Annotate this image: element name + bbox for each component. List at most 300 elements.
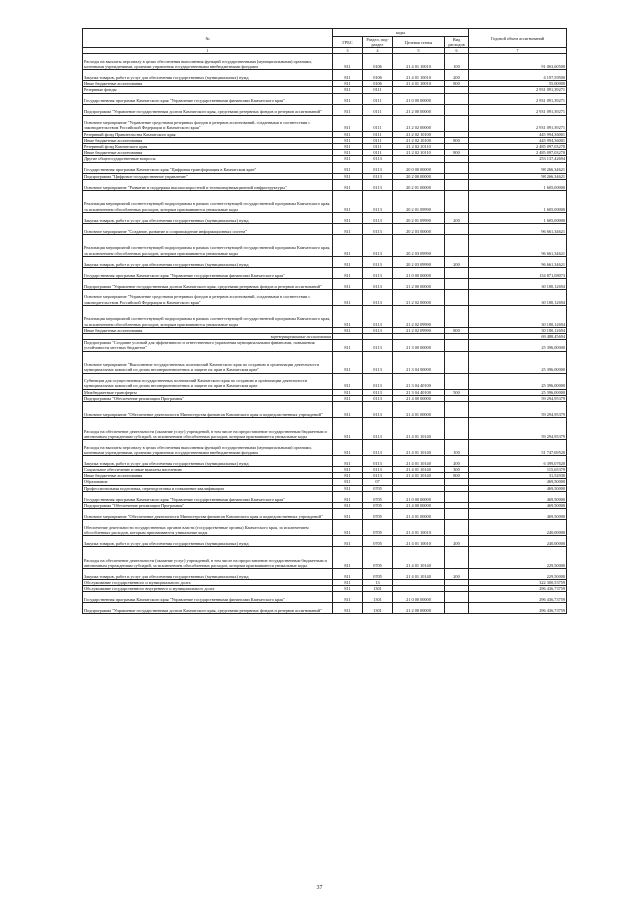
col-number: 6 xyxy=(445,48,469,54)
row-amount: 30 180,12694 xyxy=(469,278,567,289)
row-exptype: 200 xyxy=(445,256,469,267)
row-exptype xyxy=(445,373,469,389)
row-name: Расходы на обеспечение деятельности (оказание услуг) учреждений, в том числе на предоставление государственным бюджетным и автономным учреждениям субсидий, за исключением обособленных расходов, которым присваиваются уникальные коды xyxy=(83,418,333,440)
row-exptype xyxy=(445,93,469,104)
row-amount: 96 661,34621 xyxy=(469,234,567,256)
row-name: Основное мероприятие "Управление средствами резервных фондов и резервов ассигнований, созданными в соответствии с законодательством Российской Федерации и Камчатского края" xyxy=(83,289,333,305)
table-row xyxy=(83,267,567,278)
row-grbs: 811 xyxy=(333,502,363,508)
row-target: 21 3 04 40100 xyxy=(393,389,445,395)
header-grbs: ГРБС xyxy=(333,37,363,48)
row-exptype xyxy=(445,520,469,536)
row-name: Обеспечение деятельности государственных органов власти (государственные органы) Камчатского края, за исключением обособленных расходов, которым присваиваются уникальные коды xyxy=(83,520,333,536)
row-target: 20 2 01 09990 xyxy=(393,212,445,223)
row-amount: 469,50000 xyxy=(469,509,567,520)
table-row xyxy=(83,289,567,305)
row-amount: 98 266,34621 xyxy=(469,162,567,173)
header-codes: коды xyxy=(333,29,469,37)
row-target: 21 4 00 00000 xyxy=(393,395,445,401)
row-amount: 240,00000 xyxy=(469,536,567,547)
row-exptype: 300 xyxy=(445,467,469,473)
row-grbs: 811 xyxy=(333,278,363,289)
row-section: 0113 xyxy=(363,223,393,234)
row-section: 0111 xyxy=(363,144,393,150)
table-header xyxy=(83,29,567,54)
row-target: 21 4 01 10140 xyxy=(393,418,445,440)
row-section: 0113 xyxy=(363,179,393,190)
row-amount: 2 485 097,03270 xyxy=(469,144,567,150)
table-row xyxy=(83,115,567,131)
row-grbs: 811 xyxy=(333,70,363,81)
row-target: 21 0 00 00000 xyxy=(393,267,445,278)
row-name: Социальное обеспечение и иные выплаты населению xyxy=(83,467,333,473)
row-section: 0113 xyxy=(363,267,393,278)
row-target: 21 4 01 10010 xyxy=(393,520,445,536)
row-target: 21 2 00 00000 xyxy=(393,104,445,115)
row-grbs: 811 xyxy=(333,93,363,104)
row-section: 0113 xyxy=(363,418,393,440)
col-number: 1 xyxy=(83,48,333,54)
row-amount: 59 294,95379 xyxy=(469,418,567,440)
row-exptype xyxy=(445,509,469,520)
row-name: Закупка товаров, работ и услуг для обеспечения государственных (муниципальных) нужд xyxy=(83,256,333,267)
row-grbs: 811 xyxy=(333,115,363,131)
row-section: 0705 xyxy=(363,502,393,508)
row-grbs: 811 xyxy=(333,402,363,418)
row-grbs: 811 xyxy=(333,509,363,520)
row-target: 21 4 01 10010 xyxy=(393,54,445,70)
row-grbs: 811 xyxy=(333,485,363,491)
row-section: 0111 xyxy=(363,115,393,131)
table-row xyxy=(83,190,567,212)
table-row xyxy=(83,212,567,223)
row-grbs: 811 xyxy=(333,479,363,485)
row-target: 21 3 00 00000 xyxy=(393,340,445,351)
row-name: Другие общегосударственные вопросы xyxy=(83,156,333,162)
row-grbs: 811 xyxy=(333,54,363,70)
row-name: Реализация мероприятий соответствующей подпрограммы в рамках соответствующей государственной программы Камчатского края, за исключением обособленных расходов, которым присваиваются уникальные коды xyxy=(83,305,333,327)
row-grbs: 811 xyxy=(333,586,363,592)
row-amount: 1 605,00000 xyxy=(469,179,567,190)
row-exptype: 800 xyxy=(445,327,469,333)
row-name: Закупка товаров, работ и услуг для обеспечения государственных (муниципальных) нужд xyxy=(83,569,333,580)
row-amount: 91 063,60500 xyxy=(469,54,567,70)
row-exptype xyxy=(445,351,469,373)
row-grbs: 811 xyxy=(333,156,363,162)
row-target: 21 4 01 10010 xyxy=(393,536,445,547)
row-target: 21 3 04 00000 xyxy=(393,351,445,373)
row-name: Подпрограмма "Обеспечение реализации Программы" xyxy=(83,395,333,401)
row-grbs: 811 xyxy=(333,592,363,603)
row-amount: 2 931 091,39271 xyxy=(469,104,567,115)
row-section: 0113 xyxy=(363,402,393,418)
row-grbs: 811 xyxy=(333,547,363,569)
row-section: 0705 xyxy=(363,485,393,491)
row-section: 0111 xyxy=(363,137,393,143)
row-target: 21 4 01 10140 xyxy=(393,440,445,456)
row-amount: 30 180,12694 xyxy=(469,289,567,305)
row-amount: 51 747,69520 xyxy=(469,440,567,456)
row-target: 21 2 02 10100 xyxy=(393,137,445,143)
row-section: 1301 xyxy=(363,592,393,603)
row-amount: 25 396,00000 xyxy=(469,389,567,395)
row-grbs: 811 xyxy=(333,162,363,173)
row-amount: 296 436,73759 xyxy=(469,603,567,614)
row-name: Реализация мероприятий соответствующей подпрограммы в рамках соответствующей государственной программы Камчатского края, за исключением обособленных расходов, которым присваиваются уникальные коды xyxy=(83,190,333,212)
row-amount: 59 294,95379 xyxy=(469,402,567,418)
row-grbs: 811 xyxy=(333,491,363,502)
row-target: 21 2 02 00000 xyxy=(393,115,445,131)
header-target: Целевая статья xyxy=(393,37,445,48)
row-name: Подпрограмма "Обеспечение реализации Программы" xyxy=(83,502,333,508)
row-exptype xyxy=(445,603,469,614)
row-section: 0113 xyxy=(363,467,393,473)
row-exptype xyxy=(445,491,469,502)
row-grbs: 811 xyxy=(333,223,363,234)
row-section: 0113 xyxy=(363,327,393,333)
row-target: 21 4 01 10140 xyxy=(393,473,445,479)
row-grbs: 811 xyxy=(333,467,363,473)
row-target: 21 4 01 00000 xyxy=(393,402,445,418)
row-grbs: 811 xyxy=(333,267,363,278)
row-grbs: 811 xyxy=(333,305,363,327)
row-section: 0106 xyxy=(363,70,393,81)
row-exptype xyxy=(445,190,469,212)
table-row xyxy=(83,592,567,603)
row-name: Закупка товаров, работ и услуг для обеспечения государственных (муниципальных) нужд xyxy=(83,212,333,223)
row-target: 21 4 01 10140 xyxy=(393,547,445,569)
row-grbs: 811 xyxy=(333,473,363,479)
row-amount: 469,50000 xyxy=(469,479,567,485)
header-exptype: Вид расходов xyxy=(445,37,469,48)
row-section: 0113 xyxy=(363,305,393,327)
row-target: 21 4 01 00000 xyxy=(393,509,445,520)
row-section: 0113 xyxy=(363,234,393,256)
row-grbs: 811 xyxy=(333,150,363,156)
row-grbs: 811 xyxy=(333,536,363,547)
row-name: Иные бюджетные ассигнования xyxy=(83,137,333,143)
row-amount: 25 396,00000 xyxy=(469,373,567,389)
row-amount: 229,50000 xyxy=(469,547,567,569)
row-target: 21 2 02 09990 xyxy=(393,327,445,333)
row-exptype xyxy=(445,234,469,256)
row-grbs: 811 xyxy=(333,340,363,351)
row-grbs: 811 xyxy=(333,137,363,143)
row-grbs: 811 xyxy=(333,569,363,580)
row-exptype xyxy=(445,104,469,115)
row-name: Основное мероприятие "Обеспечение деятельности Министерства финансов Камчатского края и подведомственных учреждений" xyxy=(83,402,333,418)
row-grbs: 811 xyxy=(333,144,363,150)
row-name: Подпрограмма "Управление государственным долгом Камчатского края, средствами резервных фондов и резервов ассигнований" xyxy=(83,603,333,614)
row-amount: 59 294,95379 xyxy=(469,395,567,401)
row-amount: 98 266,34621 xyxy=(469,173,567,179)
row-section: 13 xyxy=(363,580,393,586)
row-target: 21 2 02 09990 xyxy=(393,305,445,327)
row-amount: 445 994,36001 xyxy=(469,131,567,137)
row-amount: 25 396,00000 xyxy=(469,340,567,351)
row-section: 0705 xyxy=(363,569,393,580)
row-grbs: 811 xyxy=(333,418,363,440)
row-name: Резервные фонды xyxy=(83,87,333,93)
row-amount: 2 931 091,39271 xyxy=(469,93,567,104)
row-name: Государственная программа Камчатского края "Управление государственными финансами Камчатского края" xyxy=(83,93,333,104)
row-grbs: 811 xyxy=(333,131,363,137)
row-exptype xyxy=(445,547,469,569)
row-target: 20 2 01 00000 xyxy=(393,179,445,190)
row-section: 0113 xyxy=(363,173,393,179)
row-name: Реализация мероприятий соответствующей подпрограммы в рамках соответствующей государственной программы Камчатского края, за исключением обособленных расходов, которым присваиваются уникальные коды xyxy=(83,234,333,256)
row-exptype: 200 xyxy=(445,456,469,467)
table-row xyxy=(83,234,567,256)
row-section: 0111 xyxy=(363,104,393,115)
row-section: 0111 xyxy=(363,87,393,93)
row-name: Обслуживание государственного внутреннего и муниципального долга xyxy=(83,586,333,592)
row-target: 21 2 02 00000 xyxy=(393,289,445,305)
row-name: Расходы на выплаты персоналу в целях обеспечения выполнения функций государственными (муниципальными) органами, казенными учреждениями, органами управления государственными внебюджетными фондами xyxy=(83,54,333,70)
row-exptype: 100 xyxy=(445,54,469,70)
row-exptype xyxy=(445,340,469,351)
row-section: 0113 xyxy=(363,156,393,162)
table-row xyxy=(83,179,567,190)
row-name: Резервный фонд Правительства Камчатского края xyxy=(83,131,333,137)
table-row xyxy=(83,418,567,440)
row-section: 0106 xyxy=(363,54,393,70)
row-name: Расходы на обеспечение деятельности (оказание услуг) учреждений, в том числе на предоставление государственным бюджетным и автономным учреждениям субсидий, за исключением обособленных расходов, которым присваиваются уникальные коды xyxy=(83,547,333,569)
row-target: 21 2 02 10100 xyxy=(393,131,445,137)
col-number: 7 xyxy=(469,48,567,54)
row-section: 0111 xyxy=(363,150,393,156)
table-row xyxy=(83,256,567,267)
row-amount: 1 605,00000 xyxy=(469,190,567,212)
budget-table xyxy=(82,28,567,614)
row-section: 0113 xyxy=(363,278,393,289)
col-number: 5 xyxy=(393,48,445,54)
row-amount: 55,00000 xyxy=(469,81,567,87)
row-target: 21 2 02 10110 xyxy=(393,150,445,156)
row-exptype xyxy=(445,162,469,173)
row-name: Субвенции для осуществления государственных полномочий Камчатского края по созданию и организации деятельности муниципальных комиссий по делам несовершеннолетних и защите их прав в Камчатском крае xyxy=(83,373,333,389)
row-target: 21 4 01 10140 xyxy=(393,456,445,467)
row-grbs: 811 xyxy=(333,395,363,401)
row-name: Государственная программа Камчатского края "Управление государственными финансами Камчатского края" xyxy=(83,267,333,278)
row-exptype xyxy=(445,223,469,234)
row-grbs: 811 xyxy=(333,580,363,586)
table-row xyxy=(83,70,567,81)
table-row xyxy=(83,440,567,456)
table-body xyxy=(83,54,567,614)
row-name: Профессиональная подготовка, переподготовка и повышение квалификации xyxy=(83,485,333,491)
row-target: 21 0 00 00000 xyxy=(393,592,445,603)
row-section: 0113 xyxy=(363,340,393,351)
row-exptype xyxy=(445,289,469,305)
row-target: 20 2 03 09990 xyxy=(393,234,445,256)
row-amount: 469,50000 xyxy=(469,491,567,502)
row-section: 0106 xyxy=(363,81,393,87)
row-exptype: 800 xyxy=(445,81,469,87)
row-section: 0113 xyxy=(363,473,393,479)
row-target: 20 2 01 09990 xyxy=(393,190,445,212)
row-section: 0111 xyxy=(363,131,393,137)
table-row xyxy=(83,603,567,614)
row-section: 0113 xyxy=(363,373,393,389)
row-name: Закупка товаров, работ и услуг для обеспечения государственных (муниципальных) нужд xyxy=(83,456,333,467)
row-exptype xyxy=(445,592,469,603)
row-exptype xyxy=(445,418,469,440)
row-name: Иные бюджетные ассигнования xyxy=(83,81,333,87)
row-section: 0705 xyxy=(363,509,393,520)
row-name: Резервный фонд Камчатского края xyxy=(83,144,333,150)
row-amount: 96 661,34621 xyxy=(469,223,567,234)
table-row xyxy=(83,54,567,70)
row-name: Подпрограмма "Управление государственным долгом Камчатского края, средствами резервных фондов и резервов ассигнований" xyxy=(83,104,333,115)
row-name: Основное мероприятие "Обеспечение деятельности Министерства финансов Камчатского края и подведомственных учреждений" xyxy=(83,509,333,520)
row-amount: 322 300,53759 xyxy=(469,580,567,586)
row-section: 0705 xyxy=(363,520,393,536)
row-name: Подпрограмма "Цифровое государственное управление" xyxy=(83,173,333,179)
row-grbs: 811 xyxy=(333,289,363,305)
row-exptype xyxy=(445,267,469,278)
row-name: Межбюджетные трансферты xyxy=(83,389,333,395)
table-row xyxy=(83,402,567,418)
row-amount: 229,50000 xyxy=(469,569,567,580)
table-row xyxy=(83,278,567,289)
row-name: Основное мероприятие "Развитие и поддержка высокоскоростной и телекоммуникационной инфраструктуры" xyxy=(83,179,333,190)
table-row xyxy=(83,93,567,104)
col-number: 3 xyxy=(333,48,363,54)
row-target: 21 4 01 10140 xyxy=(393,569,445,580)
row-grbs: 811 xyxy=(333,212,363,223)
row-exptype xyxy=(445,115,469,131)
row-section: 0705 xyxy=(363,547,393,569)
row-target: 21 4 01 10010 xyxy=(393,70,445,81)
row-target: 20 2 00 00000 xyxy=(393,173,445,179)
table-row xyxy=(83,340,567,351)
row-section: 0113 xyxy=(363,440,393,456)
row-grbs: 811 xyxy=(333,389,363,395)
row-grbs: 811 xyxy=(333,104,363,115)
row-amount: 31,52930 xyxy=(469,473,567,479)
row-target: 21 4 00 00000 xyxy=(393,502,445,508)
page-number: 37 xyxy=(316,885,323,891)
row-amount: 296 436,73759 xyxy=(469,592,567,603)
row-amount: 240,00000 xyxy=(469,520,567,536)
row-section: 0111 xyxy=(363,93,393,104)
table-row xyxy=(83,509,567,520)
row-amount: 4 197,59500 xyxy=(469,70,567,81)
table-row xyxy=(83,104,567,115)
row-section: 0113 xyxy=(363,190,393,212)
row-amount: 25 396,00000 xyxy=(469,351,567,373)
row-target: 21 4 01 10140 xyxy=(393,467,445,473)
table-row xyxy=(83,491,567,502)
row-exptype xyxy=(445,179,469,190)
row-amount: 30 180,12694 xyxy=(469,327,567,333)
row-section: 0705 xyxy=(363,536,393,547)
row-exptype: 800 xyxy=(445,473,469,479)
row-section: 0113 xyxy=(363,456,393,467)
row-exptype: 200 xyxy=(445,70,469,81)
row-amount: 2 485 097,03270 xyxy=(469,150,567,156)
row-target: 21 2 00 00000 xyxy=(393,278,445,289)
col-number: 4 xyxy=(363,48,393,54)
row-amount: 96 661,34621 xyxy=(469,256,567,267)
row-section: 0113 xyxy=(363,212,393,223)
row-amount: 154 871,08073 xyxy=(469,267,567,278)
row-grbs: 811 xyxy=(333,603,363,614)
row-amount: 253 137,42694 xyxy=(469,156,567,162)
row-amount: 2 931 091,39271 xyxy=(469,87,567,93)
row-target: 20 2 03 09990 xyxy=(393,256,445,267)
row-exptype: 200 xyxy=(445,569,469,580)
row-target: 21 3 04 40100 xyxy=(393,373,445,389)
row-section: 1301 xyxy=(363,586,393,592)
row-grbs: 811 xyxy=(333,234,363,256)
row-grbs: 811 xyxy=(333,520,363,536)
row-name: Государственная программа Камчатского края "Управление государственными финансами Камчатского края" xyxy=(83,491,333,502)
row-section: 0113 xyxy=(363,256,393,267)
row-name: Основное мероприятие "Создание, развитие и сопровождение информационных систем" xyxy=(83,223,333,234)
table-row xyxy=(83,305,567,327)
row-section: 0113 xyxy=(363,289,393,305)
row-exptype: 100 xyxy=(445,440,469,456)
table-row xyxy=(83,373,567,389)
row-amount: 2 931 091,39271 xyxy=(469,115,567,131)
row-name: Основное мероприятие "Выполнение государственных полномочий Камчатского края по созданию и организации деятельности муниципальных комиссий по делам несовершеннолетних и защите их прав в Камчатском крае" xyxy=(83,351,333,373)
row-amount: 445 994,36001 xyxy=(469,137,567,143)
row-grbs: 811 xyxy=(333,327,363,333)
row-name: Основное мероприятие "Управление средствами резервных фондов и резервов ассигнований, созданными в соответствии с законодательством Российской Федерации и Камчатского края" xyxy=(83,115,333,131)
table-row xyxy=(83,351,567,373)
row-exptype: 500 xyxy=(445,389,469,395)
table-row xyxy=(83,223,567,234)
row-grbs: 811 xyxy=(333,373,363,389)
table-row xyxy=(83,536,567,547)
row-amount: 69 488,45694 xyxy=(469,334,567,340)
row-exptype: 800 xyxy=(445,137,469,143)
table-row xyxy=(83,569,567,580)
row-target: 20 0 00 00000 xyxy=(393,162,445,173)
row-grbs: 811 xyxy=(333,87,363,93)
row-section: 0705 xyxy=(363,491,393,502)
row-target: 21 4 01 10010 xyxy=(393,81,445,87)
row-amount: 296 436,73759 xyxy=(469,586,567,592)
table-row xyxy=(83,162,567,173)
row-name: Закупка товаров, работ и услуг для обеспечения государственных (муниципальных) нужд xyxy=(83,536,333,547)
row-grbs: 811 xyxy=(333,351,363,373)
row-grbs: 811 xyxy=(333,179,363,190)
row-name: Подпрограмма "Управление государственным долгом Камчатского края, средствами резервных фондов и резервов ассигнований" xyxy=(83,278,333,289)
row-target: 21 2 02 10110 xyxy=(393,144,445,150)
row-name: Иные бюджетные ассигнования xyxy=(83,327,333,333)
row-exptype: 200 xyxy=(445,536,469,547)
row-section: 0113 xyxy=(363,395,393,401)
row-section: 0113 xyxy=(363,162,393,173)
row-exptype: 800 xyxy=(445,150,469,156)
row-section: 0113 xyxy=(363,389,393,395)
row-exptype xyxy=(445,278,469,289)
row-exptype: 200 xyxy=(445,212,469,223)
header-amount: Годовой объем ассигнований xyxy=(469,29,567,48)
header-section: Раздел, под-раздел xyxy=(363,37,393,48)
row-name: зарезервированные ассигнования xyxy=(83,334,333,340)
row-name: Образование xyxy=(83,479,333,485)
row-grbs: 811 xyxy=(333,173,363,179)
row-target: 21 0 00 00000 xyxy=(393,93,445,104)
row-exptype xyxy=(445,305,469,327)
row-amount: 469,50000 xyxy=(469,485,567,491)
row-grbs: 811 xyxy=(333,256,363,267)
table-row xyxy=(83,456,567,467)
